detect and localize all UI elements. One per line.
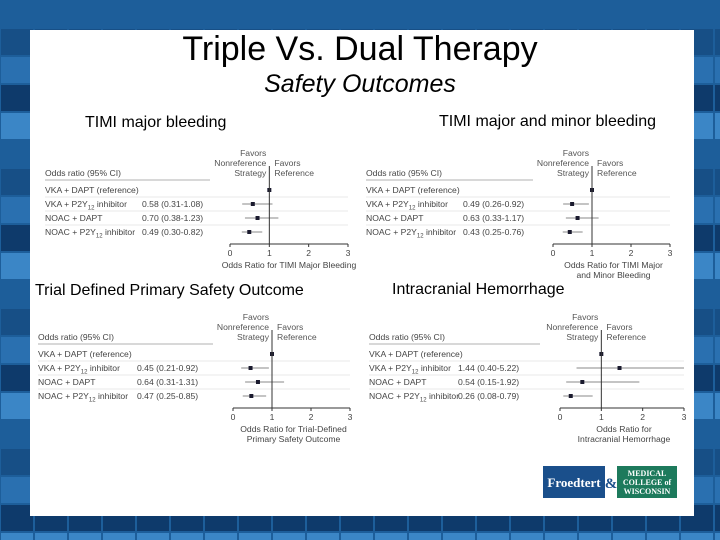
label-part: inhibitor — [418, 363, 451, 373]
favors-nonreference-label: Favors — [242, 312, 269, 322]
x-axis-label: Odds Ratio for TIMI Major Bleeding — [221, 260, 357, 270]
favors-reference-label: Favors — [277, 322, 304, 332]
favors-nonreference-label: Nonreference — [536, 158, 589, 168]
x-tick-label: 3 — [347, 412, 353, 422]
forest-row-ci: 0.47 (0.25-0.85) — [137, 391, 199, 401]
label-subscript: 12 — [87, 205, 95, 212]
forest-row-ci: 0.45 (0.21-0.92) — [137, 363, 199, 373]
point-estimate-marker — [576, 216, 580, 220]
x-tick-label: 3 — [681, 412, 687, 422]
x-axis-label: Odds Ratio for Trial-Defined — [240, 424, 347, 434]
label-subscript: 12 — [80, 369, 88, 376]
forest-row-ci: 0.49 (0.30-0.82) — [142, 227, 204, 237]
x-tick-label: 1 — [589, 248, 595, 258]
label-part: VKA + P2Y — [366, 199, 409, 209]
label-part: inhibitor — [94, 199, 127, 209]
favors-nonreference-label: Strategy — [556, 168, 589, 178]
point-estimate-marker — [568, 230, 572, 234]
forest-row-ci: 0.43 (0.25-0.76) — [463, 227, 525, 237]
label-part: NOAC + P2Y — [369, 391, 420, 401]
odds-ratio-header: Odds ratio (95% CI) — [369, 332, 445, 342]
label-part: inhibitor — [423, 227, 457, 237]
label-subscript: 12 — [88, 397, 96, 404]
forest-row-ci: 0.54 (0.15-1.92) — [458, 377, 520, 387]
x-axis-label: Intracranial Hemorrhage — [577, 434, 671, 444]
forest-row-ci: 0.58 (0.31-1.08) — [142, 199, 204, 209]
slide-title: Triple Vs. Dual Therapy — [182, 30, 538, 68]
forest-row-label: VKA + DAPT (reference) — [369, 349, 463, 359]
x-axis-label: Odds Ratio for — [596, 424, 652, 434]
forest-row-label: NOAC + DAPT — [366, 213, 424, 223]
forest-row-ci: 0.64 (0.31-1.31) — [137, 377, 199, 387]
panel-title-primary-safety: Trial Defined Primary Safety Outcome — [35, 282, 304, 299]
x-axis-label: Primary Safety Outcome — [246, 434, 341, 444]
forest-row-label: NOAC + DAPT — [45, 213, 103, 223]
x-tick-label: 0 — [227, 248, 233, 258]
x-axis-label: Odds Ratio for TIMI Major — [564, 260, 663, 270]
odds-ratio-header: Odds ratio (95% CI) — [38, 332, 114, 342]
logo-left-text: Froedtert — [547, 475, 601, 490]
forest-row-label — [38, 391, 128, 404]
favors-reference-label: Reference — [274, 168, 314, 178]
forest-row-ci: 0.26 (0.08-0.79) — [458, 391, 520, 401]
odds-ratio-header: Odds ratio (95% CI) — [45, 168, 121, 178]
x-tick-label: 2 — [308, 412, 314, 422]
forest-plot-3 — [38, 312, 353, 444]
label-part: VKA + P2Y — [45, 199, 88, 209]
x-tick-label: 1 — [598, 412, 604, 422]
favors-reference-label: Favors — [274, 158, 301, 168]
point-estimate-marker — [580, 380, 584, 384]
label-part: VKA + P2Y — [369, 363, 412, 373]
point-estimate-marker — [249, 366, 253, 370]
forest-row-label: VKA + DAPT (reference) — [366, 185, 460, 195]
favors-nonreference-label: Nonreference — [546, 322, 599, 332]
forest-plot-2 — [366, 148, 673, 280]
favors-nonreference-label: Strategy — [566, 332, 599, 342]
favors-nonreference-label: Favors — [240, 148, 267, 158]
froedtert-mcw-logo — [543, 466, 677, 498]
x-tick-label: 2 — [306, 248, 312, 258]
label-part: NOAC + P2Y — [366, 227, 417, 237]
panel-title-timi-major: TIMI major bleeding — [85, 114, 227, 131]
x-tick-label: 2 — [628, 248, 634, 258]
logo-right-line-3: WISCONSIN — [623, 487, 671, 496]
label-subscript: 12 — [408, 205, 416, 212]
forest-row-ci: 0.49 (0.26-0.92) — [463, 199, 525, 209]
logo-ampersand: & — [604, 476, 618, 492]
x-tick-label: 0 — [557, 412, 563, 422]
favors-reference-label: Reference — [597, 168, 637, 178]
point-estimate-marker — [256, 380, 260, 384]
favors-reference-label: Reference — [277, 332, 317, 342]
x-tick-label: 0 — [550, 248, 556, 258]
slide-subtitle: Safety Outcomes — [264, 70, 456, 98]
forest-plot-1 — [45, 148, 356, 270]
label-part: inhibitor — [102, 227, 136, 237]
label-part: NOAC + P2Y — [45, 227, 96, 237]
label-subscript: 12 — [95, 233, 103, 240]
logo-right-line-2: COLLEGE of — [622, 478, 672, 487]
favors-nonreference-label: Nonreference — [214, 158, 267, 168]
point-estimate-marker — [618, 366, 622, 370]
x-tick-label: 0 — [230, 412, 236, 422]
x-axis-label: and Minor Bleeding — [576, 270, 651, 280]
forest-row-label: VKA + DAPT (reference) — [45, 185, 139, 195]
forest-row-ci: 1.44 (0.40-5.22) — [458, 363, 520, 373]
label-part: inhibitor — [87, 363, 120, 373]
label-subscript: 12 — [419, 397, 427, 404]
forest-row-label — [45, 199, 127, 212]
panel-title-intracranial: Intracranial Hemorrhage — [392, 281, 565, 298]
label-part: inhibitor — [426, 391, 460, 401]
point-estimate-marker — [247, 230, 251, 234]
forest-row-label — [366, 199, 448, 212]
forest-row-label — [369, 363, 451, 376]
x-tick-label: 1 — [269, 412, 275, 422]
forest-row-label — [38, 363, 120, 376]
forest-row-label — [369, 391, 459, 404]
forest-row-ci: 0.63 (0.33-1.17) — [463, 213, 525, 223]
forest-row-label: NOAC + DAPT — [38, 377, 96, 387]
forest-row-ci: 0.70 (0.38-1.23) — [142, 213, 204, 223]
forest-row-label — [45, 227, 135, 240]
point-estimate-marker — [569, 394, 573, 398]
forest-row-label — [366, 227, 456, 240]
point-estimate-marker — [251, 202, 255, 206]
label-part: inhibitor — [415, 199, 448, 209]
favors-reference-label: Favors — [597, 158, 624, 168]
label-part: NOAC + P2Y — [38, 391, 89, 401]
x-tick-label: 3 — [667, 248, 673, 258]
label-part: inhibitor — [95, 391, 129, 401]
favors-nonreference-label: Strategy — [234, 168, 267, 178]
point-estimate-marker — [249, 394, 253, 398]
favors-nonreference-label: Strategy — [236, 332, 269, 342]
point-estimate-marker — [570, 202, 574, 206]
label-part: VKA + P2Y — [38, 363, 81, 373]
x-tick-label: 3 — [345, 248, 351, 258]
point-estimate-marker — [256, 216, 260, 220]
favors-reference-label: Reference — [606, 332, 646, 342]
favors-nonreference-label: Favors — [562, 148, 589, 158]
label-subscript: 12 — [411, 369, 419, 376]
logo-right-line-1: MEDICAL — [627, 469, 667, 478]
odds-ratio-header: Odds ratio (95% CI) — [366, 168, 442, 178]
favors-nonreference-label: Nonreference — [216, 322, 269, 332]
panel-title-timi-major-minor: TIMI major and minor bleeding — [439, 113, 656, 130]
favors-nonreference-label: Favors — [572, 312, 599, 322]
forest-row-label: NOAC + DAPT — [369, 377, 427, 387]
forest-plot-4 — [369, 312, 687, 444]
favors-reference-label: Favors — [606, 322, 633, 332]
label-subscript: 12 — [416, 233, 424, 240]
forest-row-label: VKA + DAPT (reference) — [38, 349, 132, 359]
x-tick-label: 1 — [266, 248, 272, 258]
x-tick-label: 2 — [640, 412, 646, 422]
